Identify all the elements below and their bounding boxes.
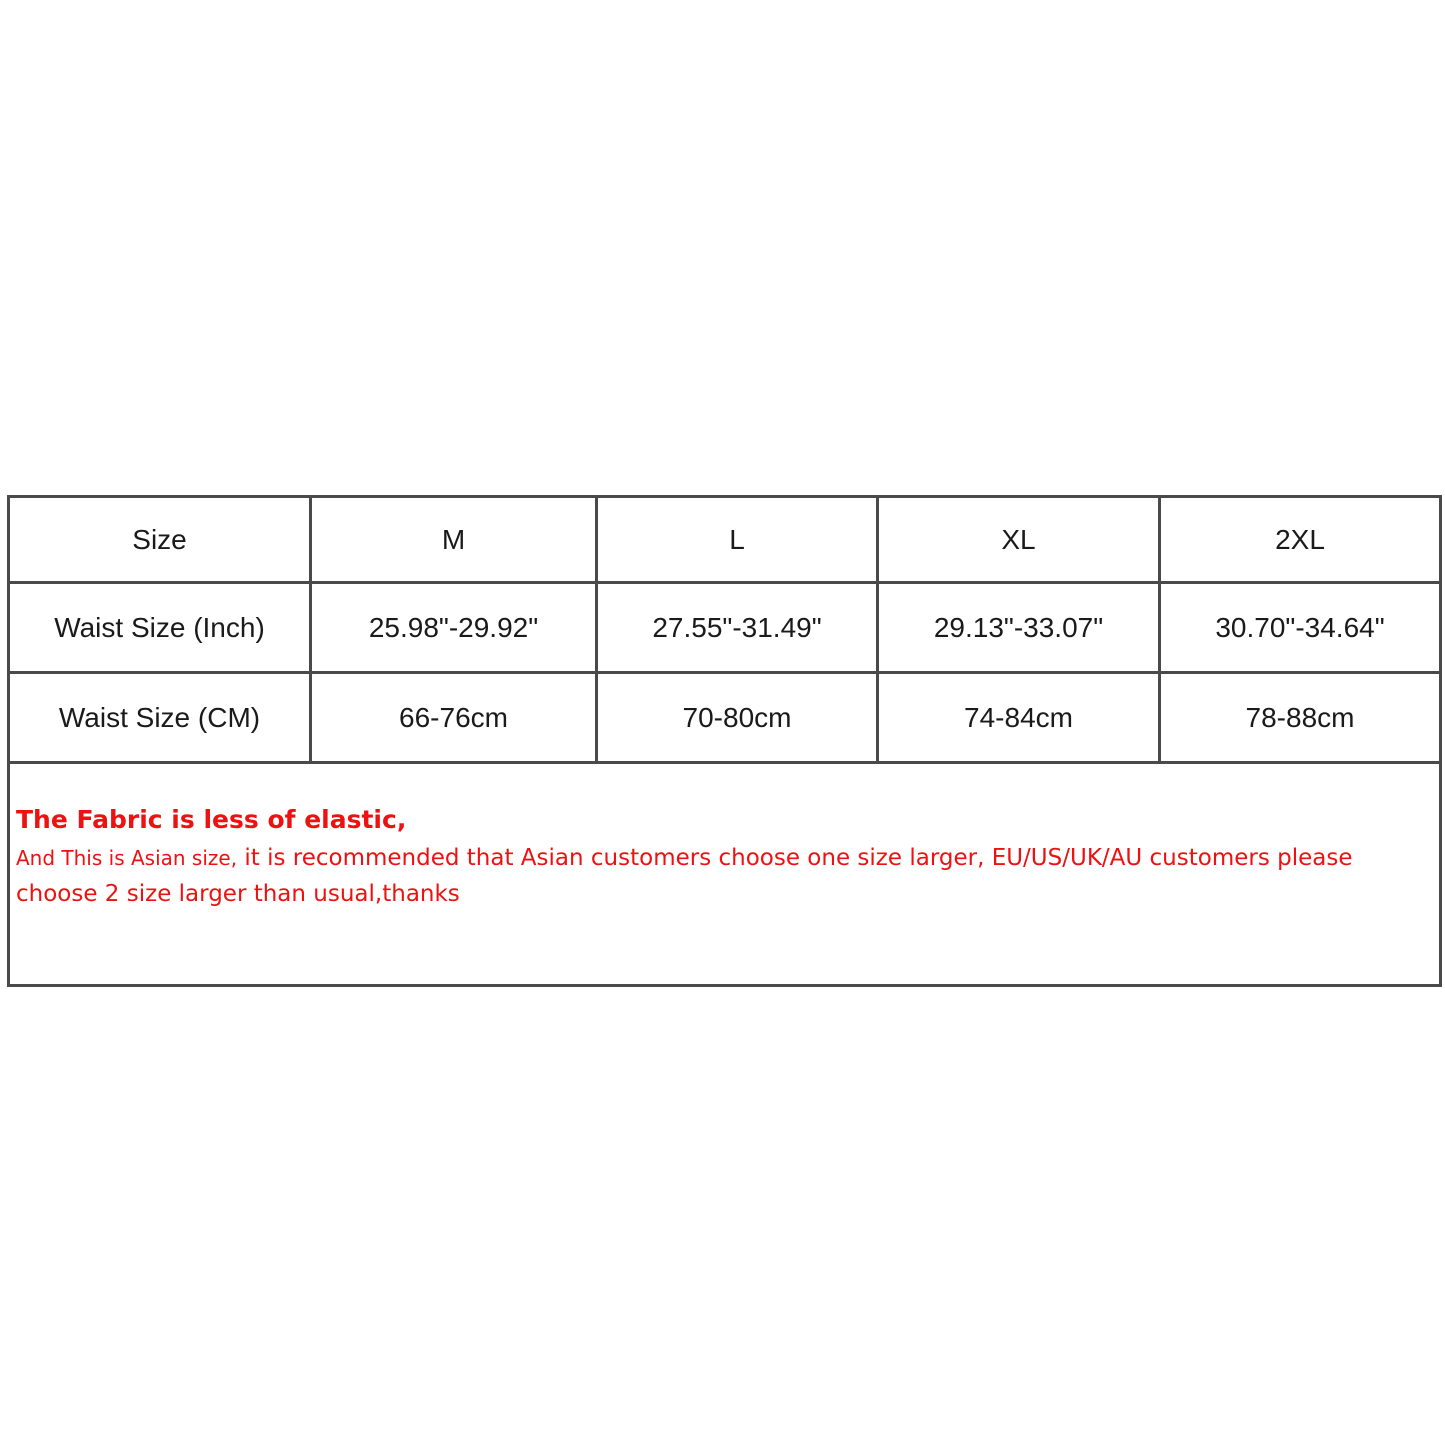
- note-size-advice-rest: it is recommended that Asian customers choose one size larger, EU/US/UK/AU customers please choose 2 size larger than usual,thanks: [16, 845, 1353, 907]
- cell-waist-cm-m: 66-76cm: [311, 673, 597, 763]
- header-row: [9, 497, 1441, 583]
- note-cell: [9, 763, 1441, 986]
- note-row: [9, 763, 1441, 986]
- note-elastic-warning: The Fabric is less of elastic,: [16, 805, 407, 834]
- cell-waist-cm-xl: 74-84cm: [878, 673, 1160, 763]
- table-row-waist-cm: [9, 673, 1441, 763]
- row-label-waist-inch: Waist Size (Inch): [9, 583, 311, 673]
- note-size-advice: [16, 840, 1431, 912]
- cell-waist-inch-m: 25.98"-29.92": [311, 583, 597, 673]
- size-chart-table: [7, 495, 1442, 987]
- cell-waist-cm-l: 70-80cm: [597, 673, 878, 763]
- table-row-waist-inch: [9, 583, 1441, 673]
- note-size-advice-lead: And This is Asian size,: [16, 846, 238, 870]
- header-cell-l: L: [597, 497, 878, 583]
- cell-waist-inch-xl: 29.13"-33.07": [878, 583, 1160, 673]
- header-cell-2xl: 2XL: [1160, 497, 1441, 583]
- header-cell-xl: XL: [878, 497, 1160, 583]
- cell-waist-cm-2xl: 78-88cm: [1160, 673, 1441, 763]
- cell-waist-inch-2xl: 30.70"-34.64": [1160, 583, 1441, 673]
- row-label-waist-cm: Waist Size (CM): [9, 673, 311, 763]
- header-cell-m: M: [311, 497, 597, 583]
- header-cell-size: Size: [9, 497, 311, 583]
- cell-waist-inch-l: 27.55"-31.49": [597, 583, 878, 673]
